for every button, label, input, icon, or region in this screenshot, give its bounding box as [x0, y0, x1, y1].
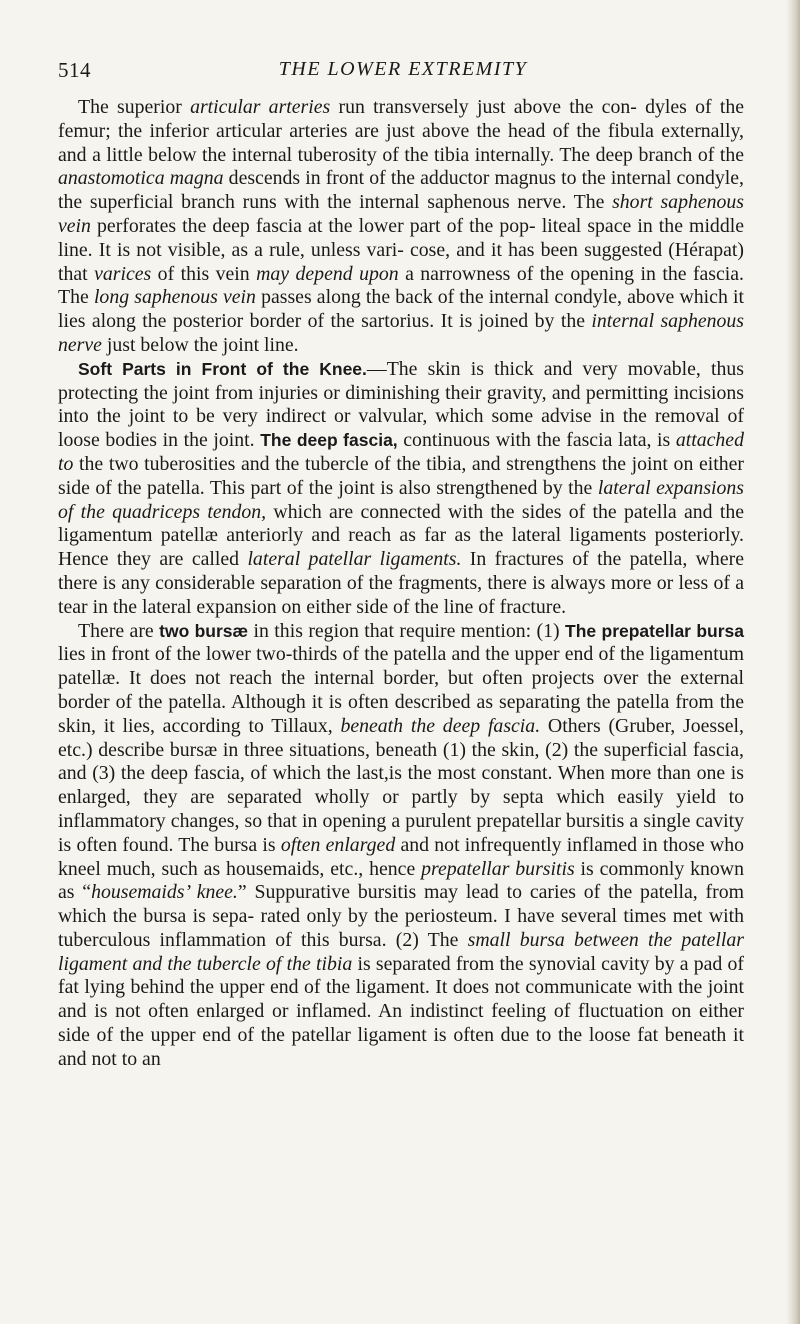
- text-run: There are: [78, 619, 160, 642]
- term-varices: varices: [94, 262, 152, 285]
- text-run: In fractures of the patella, where there is any considerable separation of the fragments, there is always more or less of a tear in the lateral expansion on either side of the line of fracture.: [58, 548, 744, 618]
- term-short-saphenous-vein: short saphenous vein: [58, 191, 744, 237]
- term-prepatellar-bursitis: prepatellar bursitis: [421, 857, 575, 880]
- text-run: and not infrequently inflamed in those who kneel much, such as housemaids, etc., hence: [58, 833, 744, 880]
- text-run: of this vein: [151, 262, 257, 285]
- term-long-saphenous-vein: long saphenous vein: [93, 286, 256, 309]
- text-run: passes along the back of the internal condyle, above which it lies along the posterior border of the sartorius. It is joined by the: [58, 286, 745, 333]
- text-run: descends in front of the adductor magnus to the internal condyle, the superficial branch runs with the internal saphenous nerve. The: [58, 167, 745, 214]
- term-anastomotica-magna: anastomotica magna: [58, 167, 224, 190]
- text-run: is commonly known as “: [58, 857, 744, 904]
- term-deep-fascia: The deep fascia,: [260, 430, 398, 451]
- term-beneath-deep-fascia: beneath the deep fascia.: [340, 714, 541, 737]
- text-run: continuous with the fascia lata, is: [397, 429, 676, 452]
- text-run: is separated from the synovial cavity by a pad of fat lying behind the upper end of the ligament. It does not communicate with the joint and is not often enlarged or inflamed. An indistinct feeling of fluctuation on either side of the upper end of the patellar ligament is often due to the loose fat beneath it and not to an: [58, 952, 744, 1070]
- term-lateral-patellar-ligaments: lateral patellar ligaments.: [247, 548, 462, 571]
- text-run: perforates the deep fascia at the lower part of the pop- liteal space in the middle line. It is not visible, as a rule, unless vari- cose, and it has been suggested (Hérapat) that: [58, 214, 744, 285]
- section-heading-soft-parts: Soft Parts in Front of the Knee.: [78, 358, 367, 379]
- paragraph-bursae: [58, 620, 744, 1072]
- text-run: the two tuberosities and the tubercle of the tibia, and strengthens the joint on either side of the patella. This part of the joint is also strengthened by the: [58, 452, 744, 499]
- term-articular-arteries: articular arteries: [190, 96, 331, 118]
- text-run: run transversely just above the con- dyles of the femur; the inferior articular arteries are just above the head of the fibula externally, and a little below the internal tuberosity of the tibia internally. The deep branch of the: [58, 96, 744, 166]
- term-prepatellar-bursa: The prepatellar bursa: [565, 620, 744, 641]
- body-text: [58, 96, 744, 1072]
- text-run: ” Suppurative bursitis may lead to caries of the patella, from which the bursa is sepa- rated only by the periosteum. I have several times met with tuberculous inflammation of this bursa. (2) The: [58, 881, 744, 951]
- term-lateral-expansions: lateral expansions of the quadriceps tendon,: [58, 476, 744, 523]
- page-number: 514: [58, 58, 91, 82]
- text-run: lies in front of the lower two-thirds of the patella and the upper end of the ligamentum patellæ. It does not reach the internal border, but often projects over the external border of the patella. Although it is often described as separating the patella from the skin, it lies, according to Tillaux,: [58, 643, 744, 737]
- term-internal-saphenous-nerve: internal saphenous nerve: [58, 310, 745, 356]
- paragraph-soft-parts: [58, 358, 744, 620]
- term-attached-to: attached to: [58, 429, 744, 475]
- term-two-bursae: two bursæ: [159, 620, 249, 641]
- term-may-depend-upon: may depend upon: [256, 262, 399, 285]
- term-housemaids-knee: housemaids’ knee.: [91, 881, 238, 904]
- running-title: THE LOWER EXTREMITY: [278, 58, 528, 80]
- text-run: —The skin is thick and very movable, thus protecting the joint from injuries or diminishing their gravity, and permitting incisions into the joint to be very indirect or valvular, which some advise in the removal of loose bodies in the joint.: [58, 357, 744, 452]
- text-run: Others (Gruber, Joessel, etc.) describe bursæ in three situations, beneath (1) the skin, (2) the superficial fascia, and (3) the deep fascia, of which the last,is the most constant. When more than one is enlarged, they are separated wholly or partly by septa which easily yield to inflammatory changes, so that in opening a purulent prepatellar bursitis a single cavity is often found. The bursa is: [58, 714, 744, 856]
- term-often-enlarged: often enlarged: [280, 833, 396, 856]
- text-run: just below the joint line.: [101, 333, 299, 356]
- text-run: which are connected with the sides of the patella and the ligamentum patellæ anteriorly and reach as far as the lateral ligaments posteriorly. Hence they are called: [58, 500, 744, 571]
- term-small-bursa: small bursa between the patellar ligament and the tubercle of the tibia: [58, 928, 744, 975]
- text-run: a narrowness of the opening in the fascia. The: [58, 262, 745, 309]
- page-edge-shadow: [786, 0, 800, 1324]
- running-head: [58, 58, 748, 90]
- paragraph-superior-arteries: [58, 96, 744, 358]
- text-run: in this region that require mention: (1): [248, 619, 566, 642]
- text-run: The superior: [78, 96, 191, 118]
